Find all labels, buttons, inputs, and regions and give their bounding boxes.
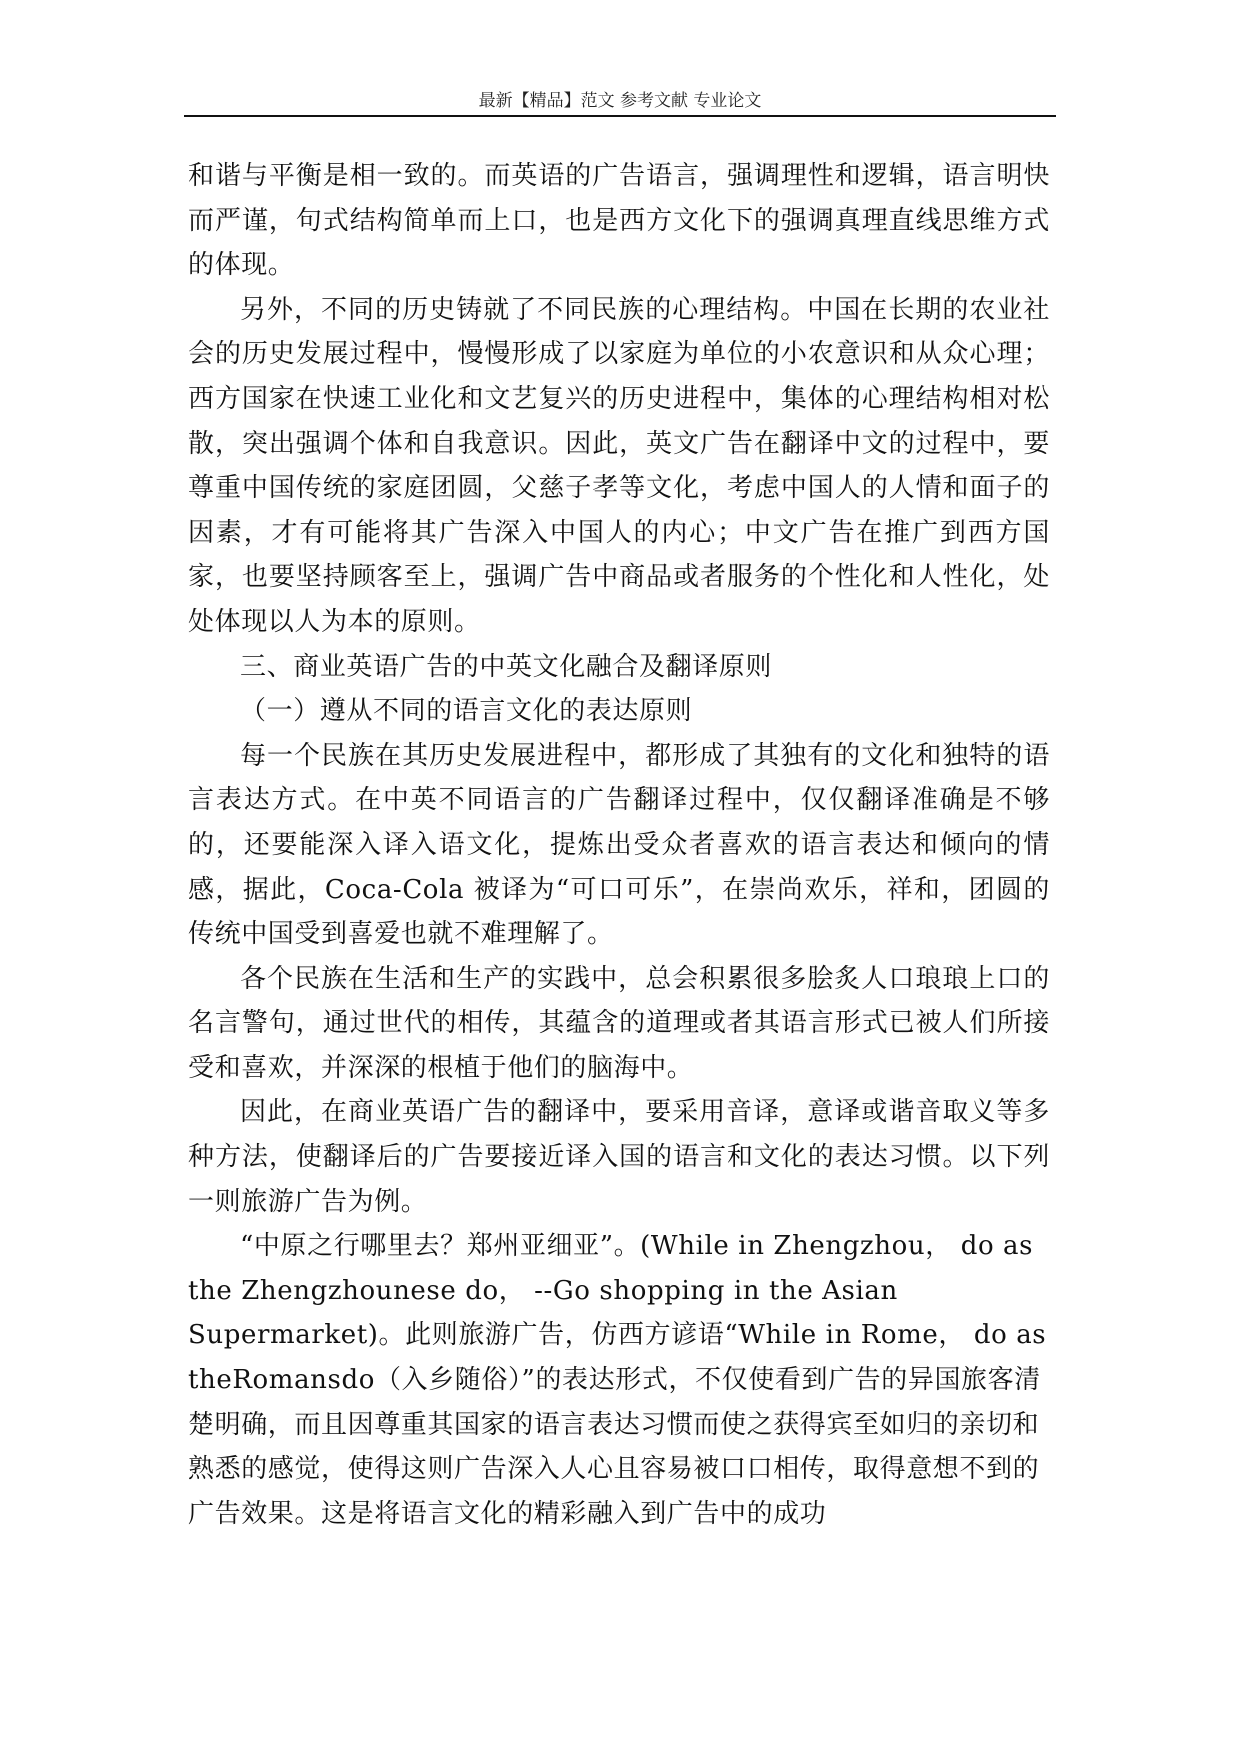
paragraph-expression: 每一个民族在其历史发展进程中，都形成了其独有的文化和独特的语言表达方式。在中英不同语言的广告翻译过程中，仅仅翻译准确是不够的，还要能深入译入语文化，提炼出受众者喜欢的语言表达和倾向的情感，据此，Coca-Cola 被译为“可口可乐”，在崇尚欢乐，祥和，团圆的传统中国受到喜爱也就不难理解了。 bbox=[188, 740, 1050, 950]
paragraph-continuation: 和谐与平衡是相一致的。而英语的广告语言，强调理性和逻辑，语言明快而严谨，句式结构简单而上口，也是西方文化下的强调真理直线思维方式的体现。 bbox=[188, 161, 1050, 281]
paragraph-sayings: 各个民族在生活和生产的实践中，总会积累很多脍炙人口琅琅上口的名言警句，通过世代的相传，其蕴含的道理或者其语言形式已被人们所接受和喜欢，并深深的根植于他们的脑海中。 bbox=[188, 963, 1050, 1083]
document-body bbox=[188, 154, 1050, 1536]
paragraph-history: 另外，不同的历史铸就了不同民族的心理结构。中国在长期的农业社会的历史发展过程中，慢慢形成了以家庭为单位的小农意识和从众心理；西方国家在快速工业化和文艺复兴的历史进程中，集体的心理结构相对松散，突出强调个体和自我意识。因此，英文广告在翻译中文的过程中，要尊重中国传统的家庭团圆，父慈子孝等文化，考虑中国人的人情和面子的因素，才有可能将其广告深入中国人的内心；中文广告在推广到西方国家，也要坚持顾客至上，强调广告中商品或者服务的个性化和人性化，处处体现以人为本的原则。 bbox=[188, 294, 1050, 637]
paragraph-methods: 因此，在商业英语广告的翻译中，要采用音译，意译或谐音取义等多种方法，使翻译后的广告要接近译入国的语言和文化的表达习惯。以下列一则旅游广告为例。 bbox=[188, 1097, 1050, 1217]
paragraph-example: “中原之行哪里去？郑州亚细亚”。(While in Zhengzhou， do as the Zhengzhounese do， --Go shopping in the Asian Supermarket)。此则旅游广告，仿西方谚语“While in Rome， do as theRomansdo（入乡随俗）”的表达形式，不仅使看到广告的异国旅客清楚明确，而且因尊重其国家的语言表达习惯而使之获得宾至如归的亲切和熟悉的感觉，使得这则广告深入人心且容易被口口相传，取得意想不到的广告效果。这是将语言文化的精彩融入到广告中的成功 bbox=[188, 1231, 1047, 1529]
page-header: 最新【精品】范文 参考文献 专业论文 bbox=[478, 91, 762, 111]
header-divider bbox=[184, 115, 1056, 117]
subsection-heading: （一）遵从不同的语言文化的表达原则 bbox=[240, 696, 693, 727]
section-heading: 三、商业英语广告的中英文化融合及翻译原则 bbox=[240, 651, 773, 682]
